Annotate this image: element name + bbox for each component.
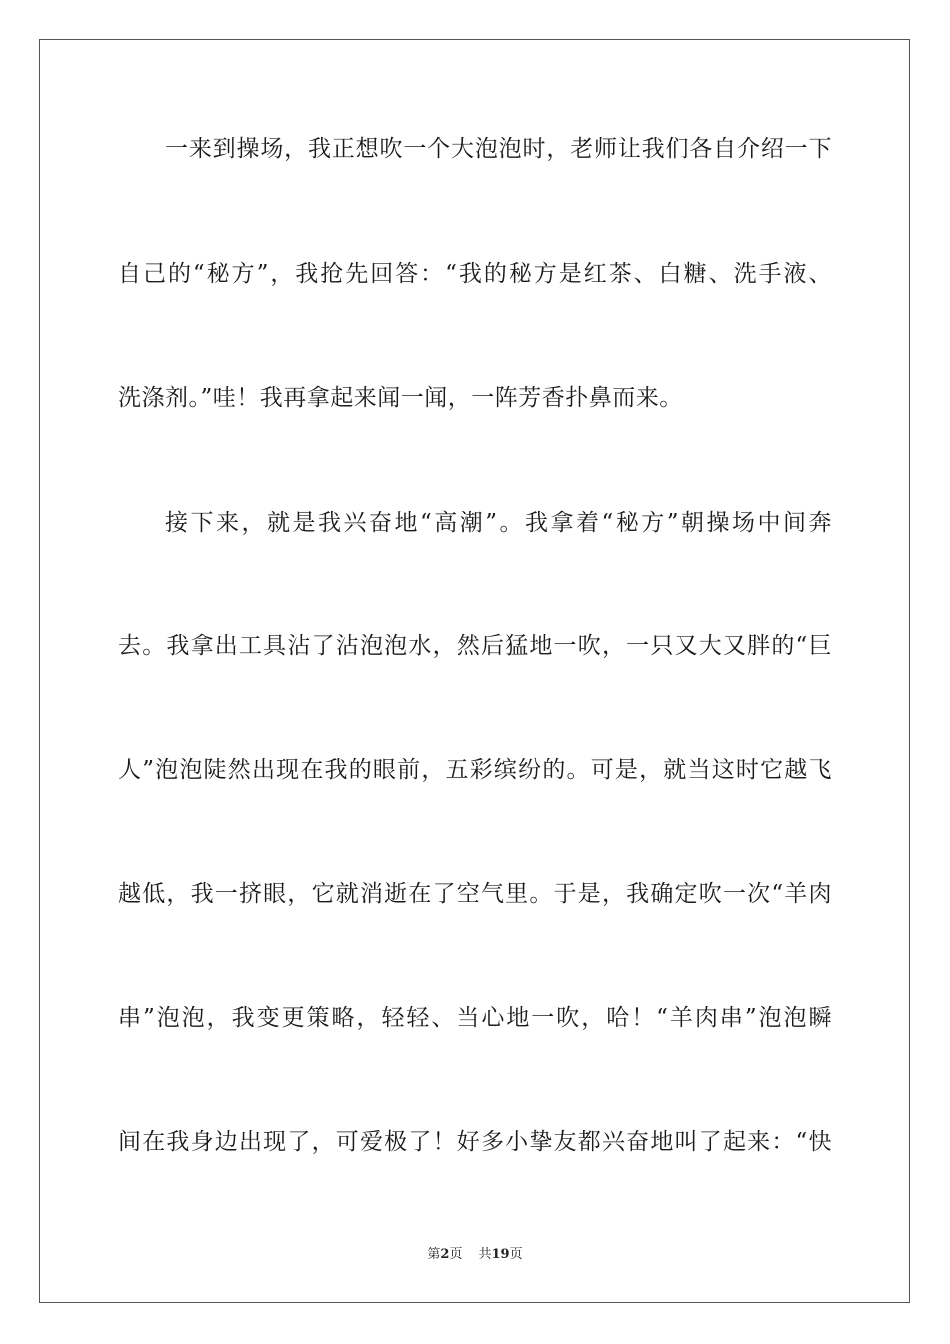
page-prefix: 第 <box>427 1247 441 1262</box>
text-line: 一来到操场，我正想吹一个大泡泡时，老师让我们各自介绍一下 <box>165 136 832 162</box>
text-line: 间在我身边出现了，可爱极了！好多小挚友都兴奋地叫了起来：“快 <box>118 1129 832 1155</box>
total-indicator <box>478 1247 522 1262</box>
text-line: 串”泡泡，我变更策略，轻轻、当心地一吹，哈！“羊肉串”泡泡瞬 <box>118 1005 832 1031</box>
page-footer <box>0 1246 950 1264</box>
text-line: 洗涤剂。”哇！我再拿起来闻一闻，一阵芳香扑鼻而来。 <box>118 385 683 411</box>
page-number: 2 <box>440 1247 450 1262</box>
total-suffix: 页 <box>509 1247 523 1262</box>
text-line: 自己的“秘方”，我抢先回答：“我的秘方是红茶、白糖、洗手液、 <box>118 261 832 287</box>
page-suffix: 页 <box>449 1247 463 1262</box>
text-line: 去。我拿出工具沾了沾泡泡水，然后猛地一吹，一只又大又胖的“巨 <box>118 633 832 659</box>
page-indicator <box>427 1247 462 1262</box>
text-line: 人”泡泡陡然出现在我的眼前，五彩缤纷的。可是，就当这时它越飞 <box>118 757 832 783</box>
text-line: 越低，我一挤眼，它就消逝在了空气里。于是，我确定吹一次“羊肉 <box>118 881 832 907</box>
total-prefix: 共 <box>478 1247 492 1262</box>
page-border <box>39 39 910 1303</box>
text-line: 接下来，就是我兴奋地“高潮”。我拿着“秘方”朝操场中间奔 <box>165 510 832 536</box>
total-number: 19 <box>491 1247 510 1262</box>
